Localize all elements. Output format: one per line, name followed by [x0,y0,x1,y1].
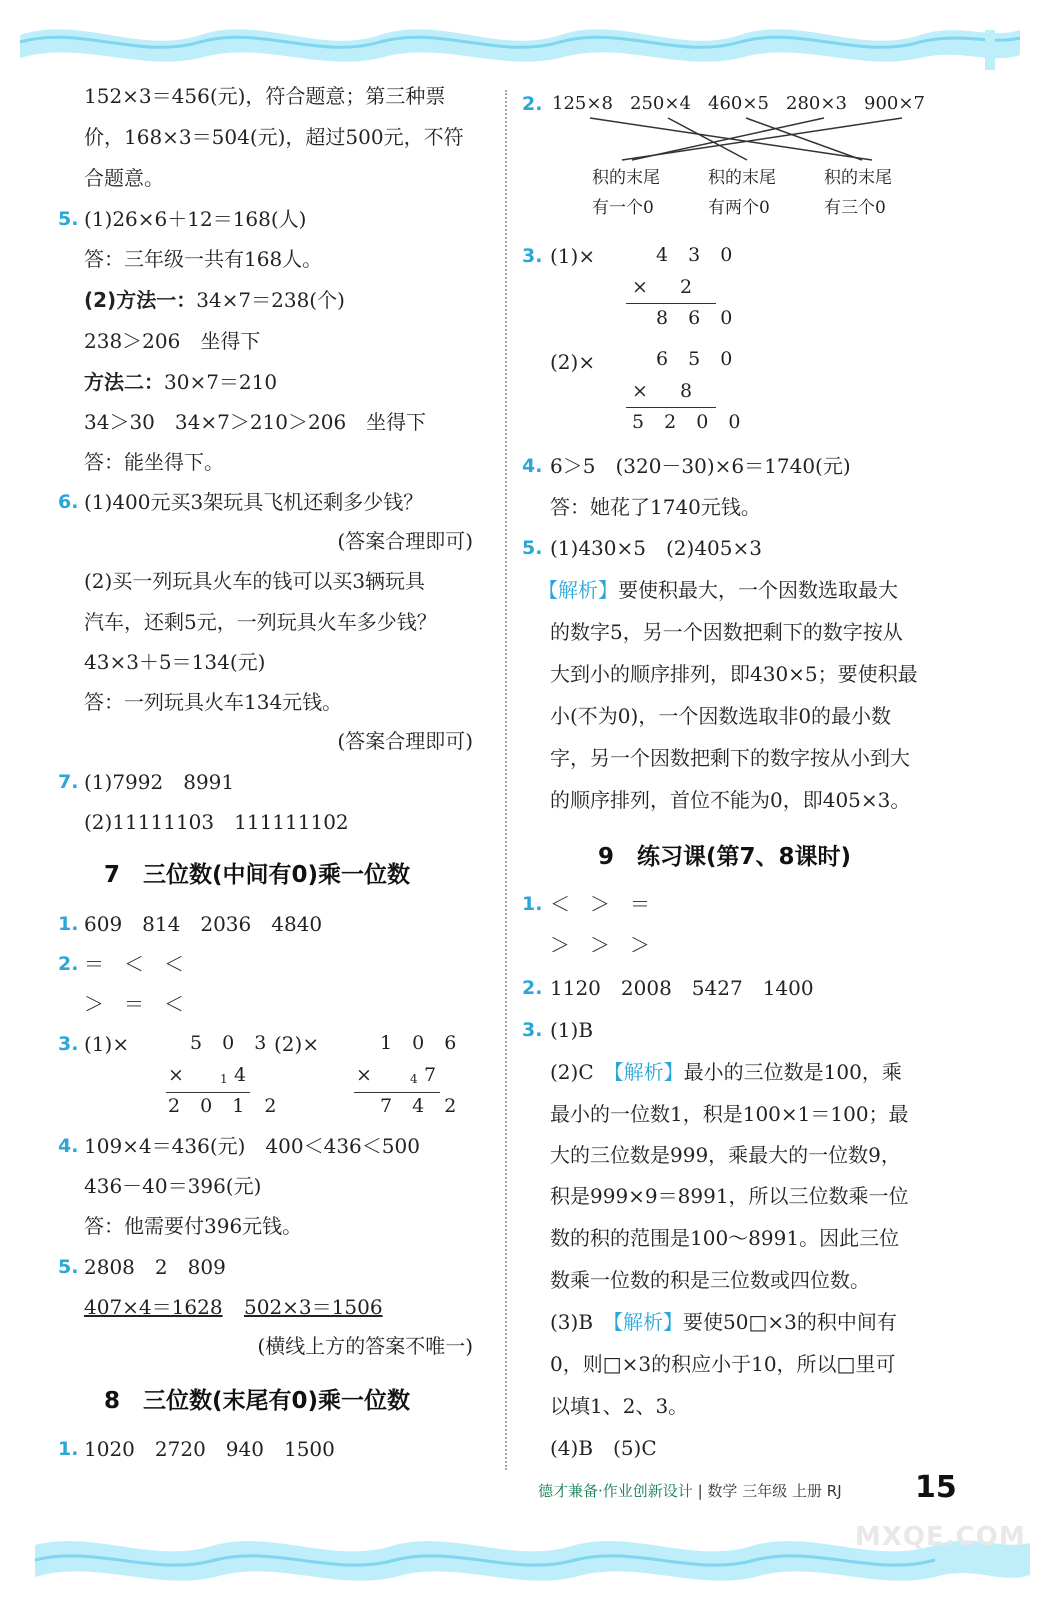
match-label: 有一个0 [592,198,654,218]
analysis-text: 要使积最大，一个因数选取最大 [618,578,898,602]
analysis-tag: 【解析】 [613,1060,684,1084]
text-line: 汽车，还剩5元，一列玩具火车多少钱？ [84,610,437,634]
text-line: 的数字5，另一个因数把剩下的数字按从 [550,620,903,644]
match-label: 积的末尾 [824,168,892,188]
top-wave-decoration [0,0,1047,70]
text-line: 609 814 2036 4840 [84,912,323,936]
volume: 上册 [792,1482,823,1500]
multiplicand: 4 3 0 [656,244,740,266]
text-line: 答：能坐得下。 [84,450,224,474]
question-number: 4. [522,455,543,477]
text-line [84,368,277,396]
method-text: 30×7＝210 [164,370,278,394]
times-sign: × [356,1064,379,1086]
text-line: 的顺序排列，首位不能为0，即405×3。 [550,788,911,812]
analysis-text: 要使50□×3的积中间有 [683,1310,897,1334]
watermark: MXQE.COM [855,1522,1026,1552]
text-line: (4)B (5)C [550,1436,657,1460]
underlined-answer: 407×4＝1628 [84,1295,223,1319]
text-line: 6＞5 (320－30)×6＝1740(元) [550,454,851,478]
text-line [538,576,898,604]
carry-digit: 1 [220,1072,235,1086]
page-number: 15 [915,1470,957,1505]
question-number: 3. [522,1019,543,1041]
series-brand: 德才兼备·作业创新设计 [538,1482,693,1500]
times-sign: × [632,276,655,298]
times-sign: × [168,1064,191,1086]
carry-digit: 4 [410,1072,425,1086]
match-label: 积的末尾 [708,168,776,188]
text-line: ＜ ＞ ＝ [550,892,650,916]
times-sign: × [632,380,655,402]
text-line: 34＞30 34×7＞210＞206 坐得下 [84,410,427,434]
part-label: (1)× [84,1032,130,1056]
vertical-rule [166,1092,250,1093]
text-line: 小(不为0)，一个因数选取非0的最小数 [550,704,892,728]
column-divider [505,90,507,1470]
text-line: ＞ ＝ ＜ [84,992,184,1016]
text-line: 238＞206 坐得下 [84,329,261,353]
question-number: 2. [522,977,543,999]
vertical-rule [626,407,716,408]
matching-lines [522,112,942,168]
question-number: 4. [58,1135,79,1157]
multiplicand: 5 0 3 [190,1032,274,1054]
text-line: 最小的一位数1，积是100×1＝100；最 [550,1102,909,1126]
text-line: (1)26×6＋12＝168(人) [84,207,307,231]
underlined-answer: 502×3＝1506 [244,1295,383,1319]
expression: 460×5 [708,93,769,114]
analysis-text: 最小的三位数是100，乘 [683,1060,902,1084]
product: 8 6 0 [656,307,740,329]
section-title: 7 三位数(中间有0)乘一位数 [104,862,411,888]
text-line: 109×4＝436(元) 400＜436＜500 [84,1134,420,1158]
text-line: 大的三位数是999，乘最大的一位数9， [550,1143,901,1167]
text-line: 答：他需要付396元钱。 [84,1214,303,1238]
analysis-tag: 【解析】 [613,1310,684,1334]
expression: 250×4 [630,93,691,114]
question-number: 3. [522,245,543,267]
text-line: 大到小的顺序排列，即430×5；要使积最 [550,662,918,686]
text-line: 答：她花了1740元钱。 [550,495,761,519]
grade: 三年级 [742,1482,788,1500]
edition: RJ [826,1482,842,1500]
text-line: (1)7992 8991 [84,770,235,794]
question-number: 5. [522,537,543,559]
question-number: 6. [58,491,79,513]
text-line: 152×3＝456(元)，符合题意；第三种票 [84,84,446,108]
expression: 125×8 [552,93,613,114]
question-number: 7. [58,771,79,793]
text-line: 0，则□×3的积应小于10，所以□里可 [550,1352,896,1376]
question-number: 5. [58,208,79,230]
text-line: ＞ ＞ ＞ [550,933,650,957]
text-line: 数的积的范围是100～8991。因此三位 [550,1226,900,1250]
text-line: 436－40＝396(元) [84,1174,262,1198]
section-title: 8 三位数(末尾有0)乘一位数 [104,1388,411,1414]
method-label: (2)方法一： [84,288,197,312]
question-number: 1. [522,893,543,915]
method-label: 方法二： [84,370,164,394]
text-line: 积是999×9＝8991，所以三位数乘一位 [550,1184,909,1208]
note: (横线上方的答案不唯一) [257,1334,473,1358]
multiplier: 2 [680,276,700,298]
text-line [550,1058,902,1086]
text-line: (1)B [550,1018,594,1042]
match-label: 有两个0 [708,198,770,218]
subject: 数学 [707,1482,738,1500]
page-footer [538,1480,842,1501]
text-line: 答：一列玩具火车134元钱。 [84,690,343,714]
match-label: 积的末尾 [592,168,660,188]
expression: 900×7 [864,93,925,114]
text-line: 价，168×3＝504(元)，超过500元，不符 [84,125,464,149]
analysis-tag: 【解析】 [538,578,618,602]
multiplier: 4 [234,1064,254,1086]
part-label: (3)B [550,1310,594,1334]
match-label: 有三个0 [824,198,886,218]
multiplier: 7 [424,1064,444,1086]
text-line: 2808 2 809 [84,1255,226,1279]
note: (答案合理即可) [337,529,473,553]
multiplier: 8 [680,380,700,402]
text-line: 合题意。 [84,166,164,190]
text-line: ＝ ＜ ＜ [84,952,184,976]
text-line: (2)买一列玩具火车的钱可以买3辆玩具 [84,569,426,593]
text-line [550,1308,897,1336]
question-number: 2. [58,953,79,975]
note: (答案合理即可) [337,729,473,753]
vertical-rule [626,303,716,304]
method-text: 34×7＝238(个) [196,288,345,312]
text-line: (2)11111103 111111102 [84,810,349,834]
product: 5 2 0 0 [632,411,748,433]
question-number: 5. [58,1256,79,1278]
multiplicand: 1 0 6 [380,1032,464,1054]
part-label: (2)× [274,1032,320,1056]
product: 2 0 1 2 [168,1095,284,1117]
part-label: (1)× [550,244,596,268]
text-line: 答：三年级一共有168人。 [84,247,323,271]
text-line: (1)430×5 (2)405×3 [550,536,762,560]
text-line: 数乘一位数的积是三位数或四位数。 [550,1268,870,1292]
part-label: (2)C [550,1060,594,1084]
part-label: (2)× [550,350,596,374]
question-number: 2. [522,93,543,115]
text-line: 字，另一个因数把剩下的数字按从小到大 [550,746,910,770]
question-number: 1. [58,913,79,935]
question-number: 1. [58,1438,79,1460]
vertical-rule [354,1092,440,1093]
question-number: 3. [58,1033,79,1055]
text-line: 1120 2008 5427 1400 [550,976,814,1000]
text-line: (1)400元买3架玩具飞机还剩多少钱？ [84,490,424,514]
text-line: 43×3＋5＝134(元) [84,650,266,674]
footer-separator: | [697,1482,703,1500]
section-title: 9 练习课(第7、8课时) [598,844,852,870]
text-line [84,286,345,314]
text-line: 以填1、2、3。 [550,1394,689,1418]
text-line: 1020 2720 940 1500 [84,1437,335,1461]
product: 7 4 2 [380,1095,464,1117]
multiplicand: 6 5 0 [656,348,740,370]
expression: 280×3 [786,93,847,114]
